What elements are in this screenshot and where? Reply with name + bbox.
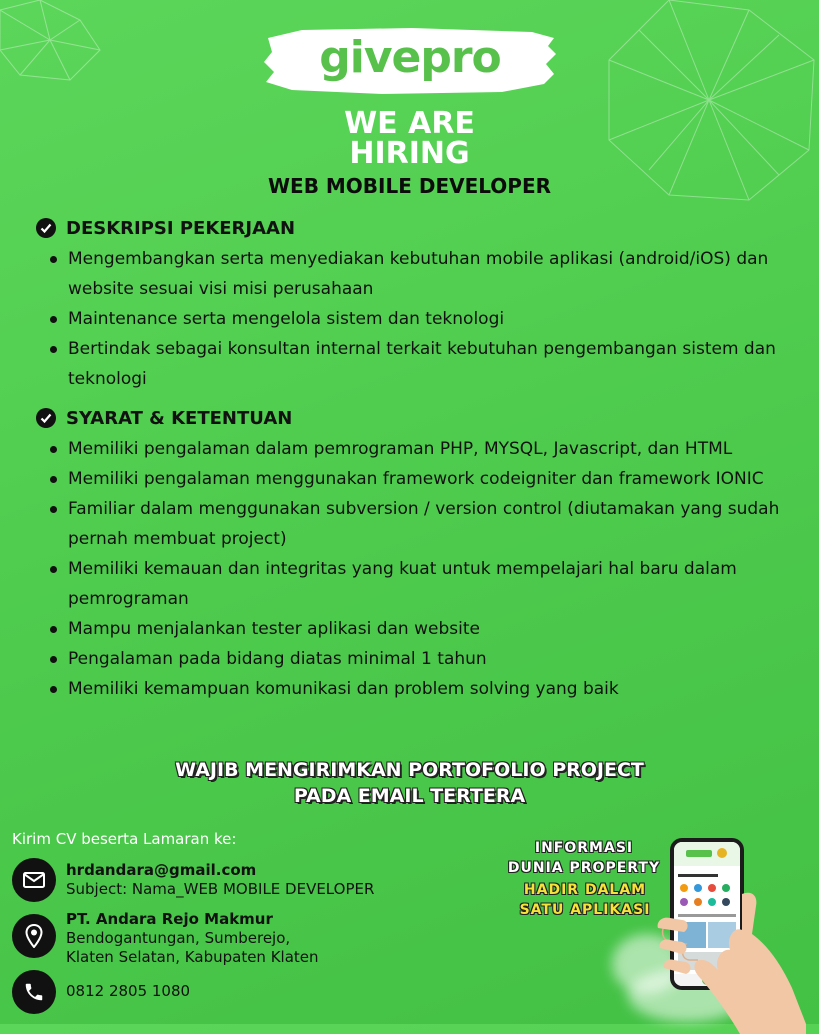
decorative-network-topleft xyxy=(0,0,110,90)
list-item: Bertindak sebagai konsultan internal terkait kebutuhan pengembangan sistem dan teknologi xyxy=(48,334,800,394)
bullet-icon xyxy=(50,346,57,353)
list-item: Mampu menjalankan tester aplikasi dan website xyxy=(48,614,800,644)
bullet-icon xyxy=(50,446,57,453)
email-address[interactable]: hrdandara@gmail.com xyxy=(66,861,257,879)
list-item: Pengalaman pada bidang diatas minimal 1 tahun xyxy=(48,644,800,674)
section-requirements-heading xyxy=(36,406,292,430)
phone-number[interactable]: 0812 2805 1080 xyxy=(66,982,191,1000)
company-name: PT. Andara Rejo Makmur xyxy=(66,910,273,928)
check-circle-icon xyxy=(36,408,56,428)
section-job-description-heading xyxy=(36,216,295,240)
address-line-1: Bendogantungan, Sumberejo, xyxy=(66,929,291,947)
promo-text-white xyxy=(506,838,662,878)
bullet-icon xyxy=(50,256,57,263)
bullet-icon xyxy=(50,476,57,483)
check-circle-icon xyxy=(36,218,56,238)
list-item: Memiliki kemampuan komunikasi dan problem solving yang baik xyxy=(48,674,800,704)
phone-contact xyxy=(66,982,190,1001)
brand-logo xyxy=(262,24,558,96)
hiring-heading-line2: HIRING xyxy=(349,136,470,171)
address-line-2: Klaten Selatan, Kabupaten Klaten xyxy=(66,948,319,966)
portfolio-call-to-action xyxy=(0,757,819,809)
bullet-icon xyxy=(50,566,57,573)
bullet-icon xyxy=(50,656,57,663)
promo-line-2: DUNIA PROPERTY xyxy=(507,860,661,876)
section-title: DESKRIPSI PEKERJAAN xyxy=(66,217,296,239)
logo-wordmark: givepro xyxy=(319,32,501,83)
cta-line-1: WAJIB MENGIRIMKAN PORTOFOLIO PROJECT xyxy=(175,759,644,781)
job-position-title: WEB MOBILE DEVELOPER xyxy=(267,174,552,198)
promo-text-yellow xyxy=(512,880,658,920)
location-pin-icon xyxy=(12,914,56,958)
cta-line-2: PADA EMAIL TERTERA xyxy=(293,785,526,807)
bullet-icon xyxy=(50,686,57,693)
list-item: Mengembangkan serta menyediakan kebutuhan mobile aplikasi (android/iOS) dan website sesuai visi misi perusahaan xyxy=(48,244,800,304)
promo-line-4: SATU APLIKASI xyxy=(519,902,651,918)
address-contact xyxy=(66,910,319,967)
list-item: Memiliki pengalaman menggunakan framework codeigniter dan framework IONIC xyxy=(48,464,800,494)
phone-icon xyxy=(12,970,56,1014)
list-item: Familiar dalam menggunakan subversion / version control (diutamakan yang sudah pernah membuat project) xyxy=(48,494,800,554)
bullet-icon xyxy=(50,506,57,513)
email-contact xyxy=(66,861,374,899)
promo-line-3: HADIR DALAM xyxy=(523,882,647,898)
bullet-icon xyxy=(50,316,57,323)
list-item: Memiliki kemauan dan integritas yang kuat untuk mempelajari hal baru dalam pemrograman xyxy=(48,554,800,614)
email-subject: Subject: Nama_WEB MOBILE DEVELOPER xyxy=(66,880,375,898)
list-item: Maintenance serta mengelola sistem dan teknologi xyxy=(48,304,800,334)
section-title: SYARAT & KETENTUAN xyxy=(66,407,293,429)
send-cv-label: Kirim CV beserta Lamaran ke: xyxy=(12,830,237,848)
bullet-icon xyxy=(50,626,57,633)
requirements-list xyxy=(48,434,800,704)
promo-line-1: INFORMASI xyxy=(534,840,634,856)
list-item: Memiliki pengalaman dalam pemrograman PHP, MYSQL, Javascript, dan HTML xyxy=(48,434,800,464)
hand-illustration xyxy=(656,884,806,1034)
job-description-list xyxy=(48,244,800,394)
email-icon xyxy=(12,858,56,902)
hiring-heading-line1: WE ARE xyxy=(344,106,475,141)
